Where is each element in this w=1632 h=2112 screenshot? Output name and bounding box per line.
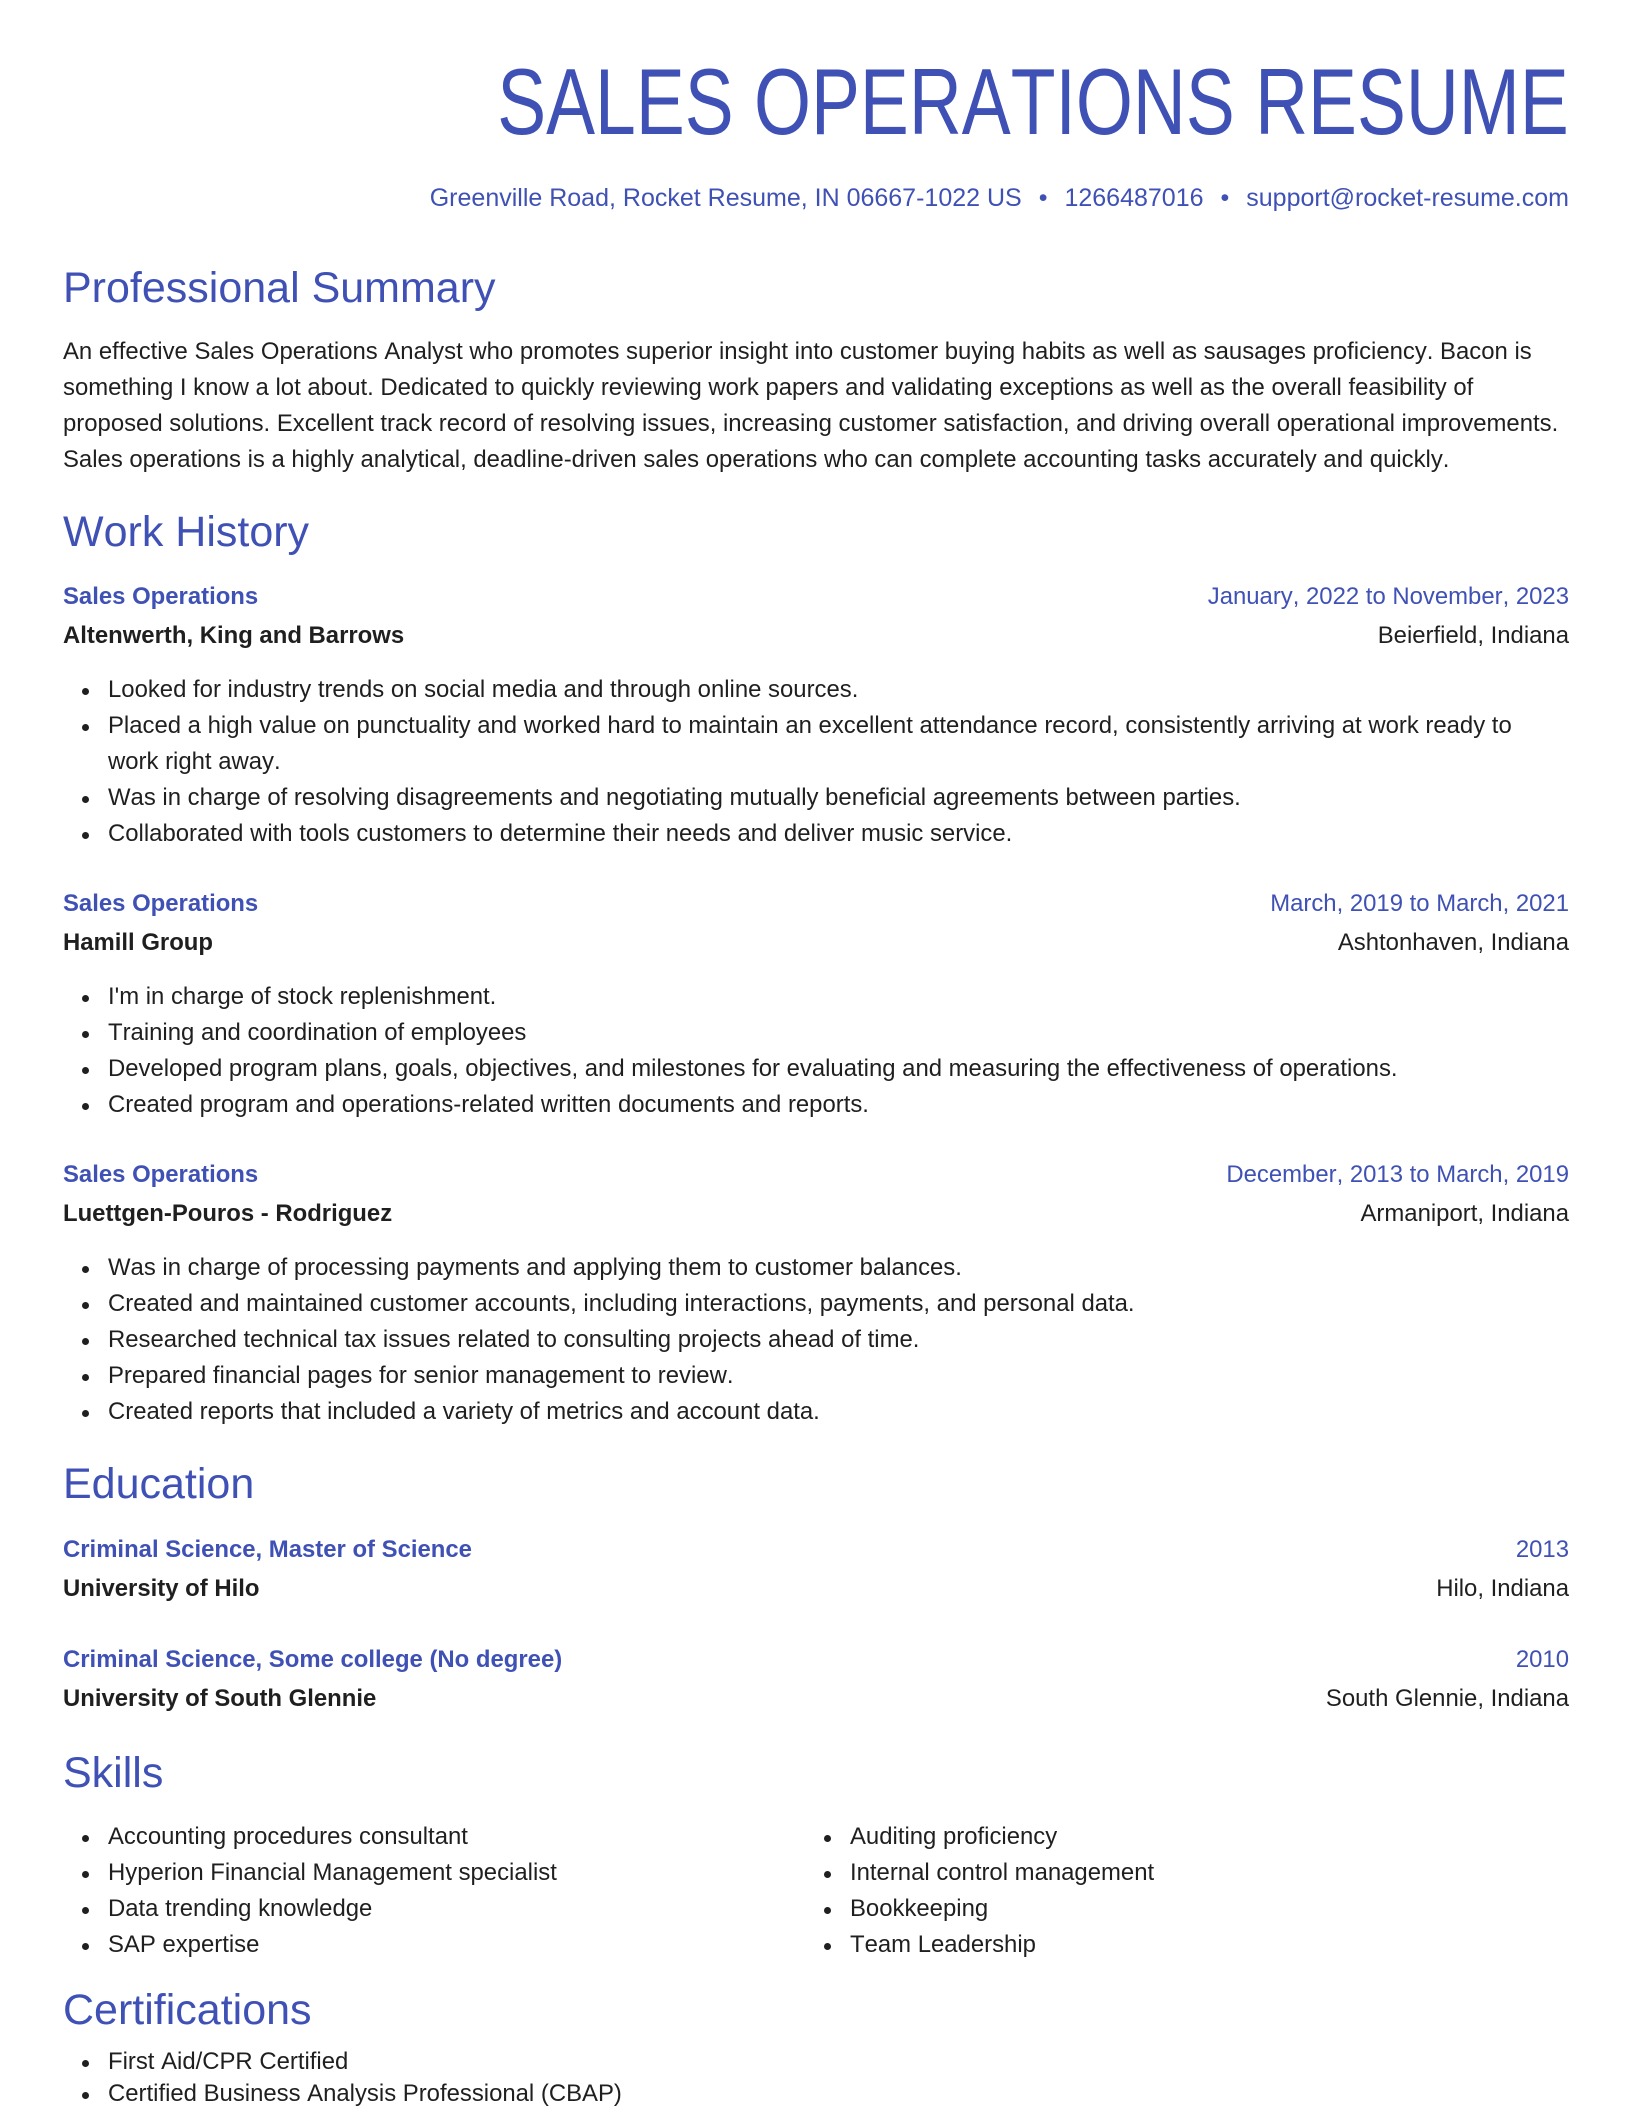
job-bullet: Training and coordination of employees bbox=[63, 1015, 1559, 1051]
education-school-row bbox=[63, 1681, 1569, 1717]
job-company-row bbox=[63, 925, 1569, 961]
contact-separator: • bbox=[1038, 184, 1048, 212]
education-school-row bbox=[63, 1571, 1569, 1607]
skill-item: Team Leadership bbox=[805, 1927, 1505, 1963]
job-bullet: Looked for industry trends on social media and through online sources. bbox=[63, 672, 1559, 708]
job-bullet: Collaborated with tools customers to determine their needs and deliver music service. bbox=[63, 816, 1559, 852]
certification-item: Certified Business Analysis Professional (CBAP) bbox=[63, 2078, 1063, 2110]
contact-email-link[interactable]: support@rocket-resume.com bbox=[1246, 184, 1569, 212]
education-location: South Glennie, Indiana bbox=[1325, 1685, 1569, 1712]
job-dates: December, 2013 to March, 2019 bbox=[1226, 1161, 1569, 1188]
job-entry bbox=[63, 579, 1569, 852]
skill-item: Internal control management bbox=[805, 1855, 1505, 1891]
skill-item: Auditing proficiency bbox=[805, 1819, 1505, 1855]
skills-list-right bbox=[805, 1819, 1505, 1963]
section-heading-skills: Skills bbox=[63, 1749, 164, 1797]
education-header-row bbox=[63, 1532, 1569, 1568]
skill-item: Hyperion Financial Management specialist bbox=[63, 1855, 763, 1891]
job-bullet: Researched technical tax issues related to consulting projects ahead of time. bbox=[63, 1322, 1559, 1358]
job-bullet: Created reports that included a variety of metrics and account data. bbox=[63, 1394, 1559, 1430]
skill-item: Bookkeeping bbox=[805, 1891, 1505, 1927]
job-location: Beierfield, Indiana bbox=[1377, 622, 1569, 649]
section-heading-work-history: Work History bbox=[63, 508, 310, 556]
job-title: Sales Operations bbox=[63, 583, 259, 610]
job-location: Armaniport, Indiana bbox=[1360, 1200, 1569, 1227]
skill-item: Accounting procedures consultant bbox=[63, 1819, 763, 1855]
job-company: Luettgen-Pouros - Rodriguez bbox=[63, 1200, 393, 1227]
job-bullet: I'm in charge of stock replenishment. bbox=[63, 979, 1559, 1015]
section-heading-certifications: Certifications bbox=[63, 1986, 312, 2034]
contact-line bbox=[430, 182, 1569, 214]
education-year: 2013 bbox=[1515, 1536, 1569, 1563]
job-entry bbox=[63, 886, 1569, 1123]
job-entry bbox=[63, 1157, 1569, 1430]
job-company-row bbox=[63, 1196, 1569, 1232]
education-degree: Criminal Science, Master of Science bbox=[63, 1536, 472, 1563]
education-entry bbox=[63, 1642, 1569, 1717]
job-bullets-list bbox=[63, 672, 1569, 852]
section-heading-education: Education bbox=[63, 1460, 255, 1508]
contact-separator: • bbox=[1220, 184, 1230, 212]
job-header-row bbox=[63, 1157, 1569, 1193]
skill-item: Data trending knowledge bbox=[63, 1891, 763, 1927]
job-company: Altenwerth, King and Barrows bbox=[63, 622, 405, 649]
certifications-list bbox=[63, 2046, 1063, 2110]
skill-item: SAP expertise bbox=[63, 1927, 763, 1963]
resume-title: SALES OPERATIONS RESUME bbox=[497, 49, 1569, 154]
job-dates: March, 2019 to March, 2021 bbox=[1270, 890, 1569, 917]
certification-item: First Aid/CPR Certified bbox=[63, 2046, 1063, 2078]
contact-phone: 1266487016 bbox=[1064, 184, 1204, 212]
job-bullets-list bbox=[63, 1250, 1569, 1430]
job-title: Sales Operations bbox=[63, 1161, 259, 1188]
job-location: Ashtonhaven, Indiana bbox=[1337, 929, 1569, 956]
job-bullet: Created and maintained customer accounts, including interactions, payments, and personal data. bbox=[63, 1286, 1559, 1322]
skills-list-left bbox=[63, 1819, 763, 1963]
contact-address: Greenville Road, Rocket Resume, IN 06667-1022 US bbox=[429, 184, 1022, 212]
education-header-row bbox=[63, 1642, 1569, 1678]
job-company: Hamill Group bbox=[63, 929, 213, 956]
job-header-row bbox=[63, 579, 1569, 615]
job-bullet: Prepared financial pages for senior management to review. bbox=[63, 1358, 1559, 1394]
education-school: University of South Glennie bbox=[63, 1685, 377, 1712]
job-title: Sales Operations bbox=[63, 890, 259, 917]
section-heading-summary: Professional Summary bbox=[63, 264, 496, 312]
job-header-row bbox=[63, 886, 1569, 922]
education-degree: Criminal Science, Some college (No degree) bbox=[63, 1646, 563, 1673]
job-bullet: Developed program plans, goals, objectives, and milestones for evaluating and measuring the effectiveness of operations. bbox=[63, 1051, 1559, 1087]
job-company-row bbox=[63, 618, 1569, 654]
education-location: Hilo, Indiana bbox=[1436, 1575, 1569, 1602]
job-bullet: Placed a high value on punctuality and worked hard to maintain an excellent attendance record, consistently arriving at work ready to work right away. bbox=[63, 708, 1559, 780]
job-bullets-list bbox=[63, 979, 1569, 1123]
job-bullet: Was in charge of processing payments and applying them to customer balances. bbox=[63, 1250, 1559, 1286]
summary-paragraph: An effective Sales Operations Analyst who promotes superior insight into customer buying habits as well as sausages proficiency. Bacon is something I know a lot about. Dedicated to quickly reviewing work papers and validating exceptions as well as the overall feasibility of proposed solutions. Excellent track record of resolving issues, increasing customer satisfaction, and driving overall operational improvements. Sales operations is a highly analytical, deadline-driven sales operations who can complete accounting tasks accurately and quickly. bbox=[63, 338, 1559, 473]
job-dates: January, 2022 to November, 2023 bbox=[1207, 583, 1569, 610]
education-year: 2010 bbox=[1515, 1646, 1569, 1673]
job-bullet: Was in charge of resolving disagreements and negotiating mutually beneficial agreements between parties. bbox=[63, 780, 1559, 816]
education-school: University of Hilo bbox=[63, 1575, 260, 1602]
education-entry bbox=[63, 1532, 1569, 1607]
job-bullet: Created program and operations-related written documents and reports. bbox=[63, 1087, 1559, 1123]
